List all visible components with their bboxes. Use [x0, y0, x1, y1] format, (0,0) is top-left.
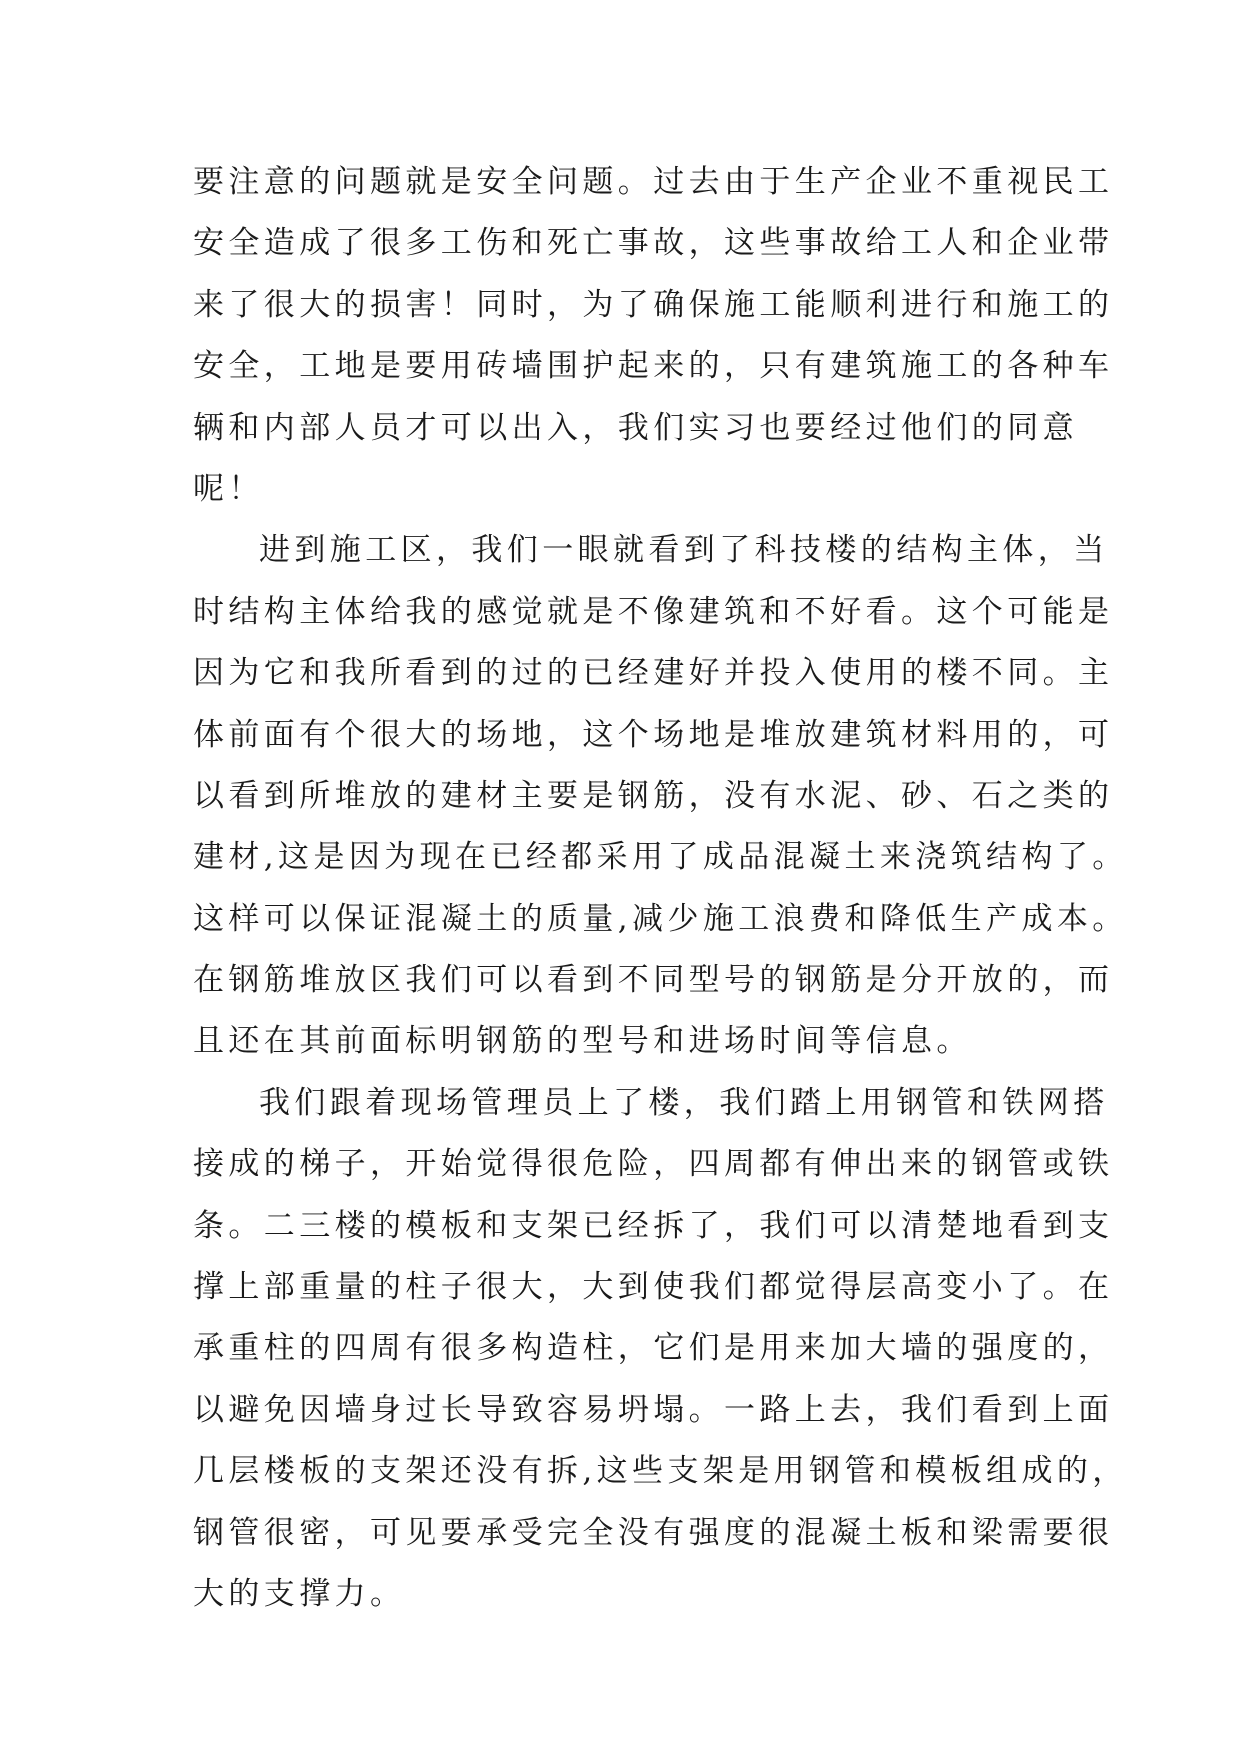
text-line: 辆和内部人员才可以出入，我们实习也要经过他们的同意 — [193, 409, 1078, 446]
text-line: 以看到所堆放的建材主要是钢筋，没有水泥、砂、石之类的 — [193, 777, 1114, 814]
text-line: 安全造成了很多工伤和死亡事故，这些事故给工人和企业带 — [193, 225, 1114, 262]
text-line: 接成的梯子，开始觉得很危险，四周都有伸出来的钢管或铁 — [193, 1146, 1114, 1183]
text-line: 要注意的问题就是安全问题。过去由于生产企业不重视民工 — [193, 164, 1114, 200]
text-line: 承重柱的四周有很多构造柱，它们是用来加大墙的强度的， — [193, 1330, 1114, 1367]
text-line: 条。二三楼的模板和支架已经拆了，我们可以清楚地看到支 — [193, 1207, 1114, 1244]
text-line: 建材,这是因为现在已经都采用了成品混凝土来浇筑结构了。 — [193, 839, 1128, 876]
text-line: 以避免因墙身过长导致容易坍塌。一路上去，我们看到上面 — [193, 1391, 1114, 1428]
text-line: 时结构主体给我的感觉就是不像建筑和不好看。这个可能是 — [193, 593, 1114, 630]
text-line: 几层楼板的支架还没有拆,这些支架是用钢管和模板组成的， — [193, 1453, 1128, 1490]
text-line: 且还在其前面标明钢筋的型号和进场时间等信息。 — [193, 1023, 972, 1060]
paragraph-start-line: 我们跟着现场管理员上了楼，我们踏上用钢管和铁网搭 — [259, 1084, 1109, 1121]
paragraph-start-line: 进到施工区，我们一眼就看到了科技楼的结构主体，当 — [259, 532, 1109, 569]
text-line: 因为它和我所看到的过的已经建好并投入使用的楼不同。主 — [193, 655, 1114, 692]
text-line: 这样可以保证混凝土的质量,减少施工浪费和降低生产成本。 — [193, 900, 1128, 937]
text-line: 钢管很密，可见要承受完全没有强度的混凝土板和梁需要很 — [193, 1514, 1114, 1551]
text-line: 呢！ — [193, 470, 264, 507]
text-line: 安全，工地是要用砖墙围护起来的，只有建筑施工的各种车 — [193, 348, 1114, 385]
text-line: 在钢筋堆放区我们可以看到不同型号的钢筋是分开放的，而 — [193, 962, 1114, 999]
text-line: 大的支撑力。 — [193, 1575, 406, 1612]
text-line: 体前面有个很大的场地，这个场地是堆放建筑材料用的，可 — [193, 716, 1114, 753]
text-line: 撑上部重量的柱子很大，大到使我们都觉得层高变小了。在 — [193, 1269, 1114, 1306]
text-line: 来了很大的损害！同时，为了确保施工能顺利进行和施工的 — [193, 286, 1114, 323]
body-text — [193, 152, 1128, 1625]
